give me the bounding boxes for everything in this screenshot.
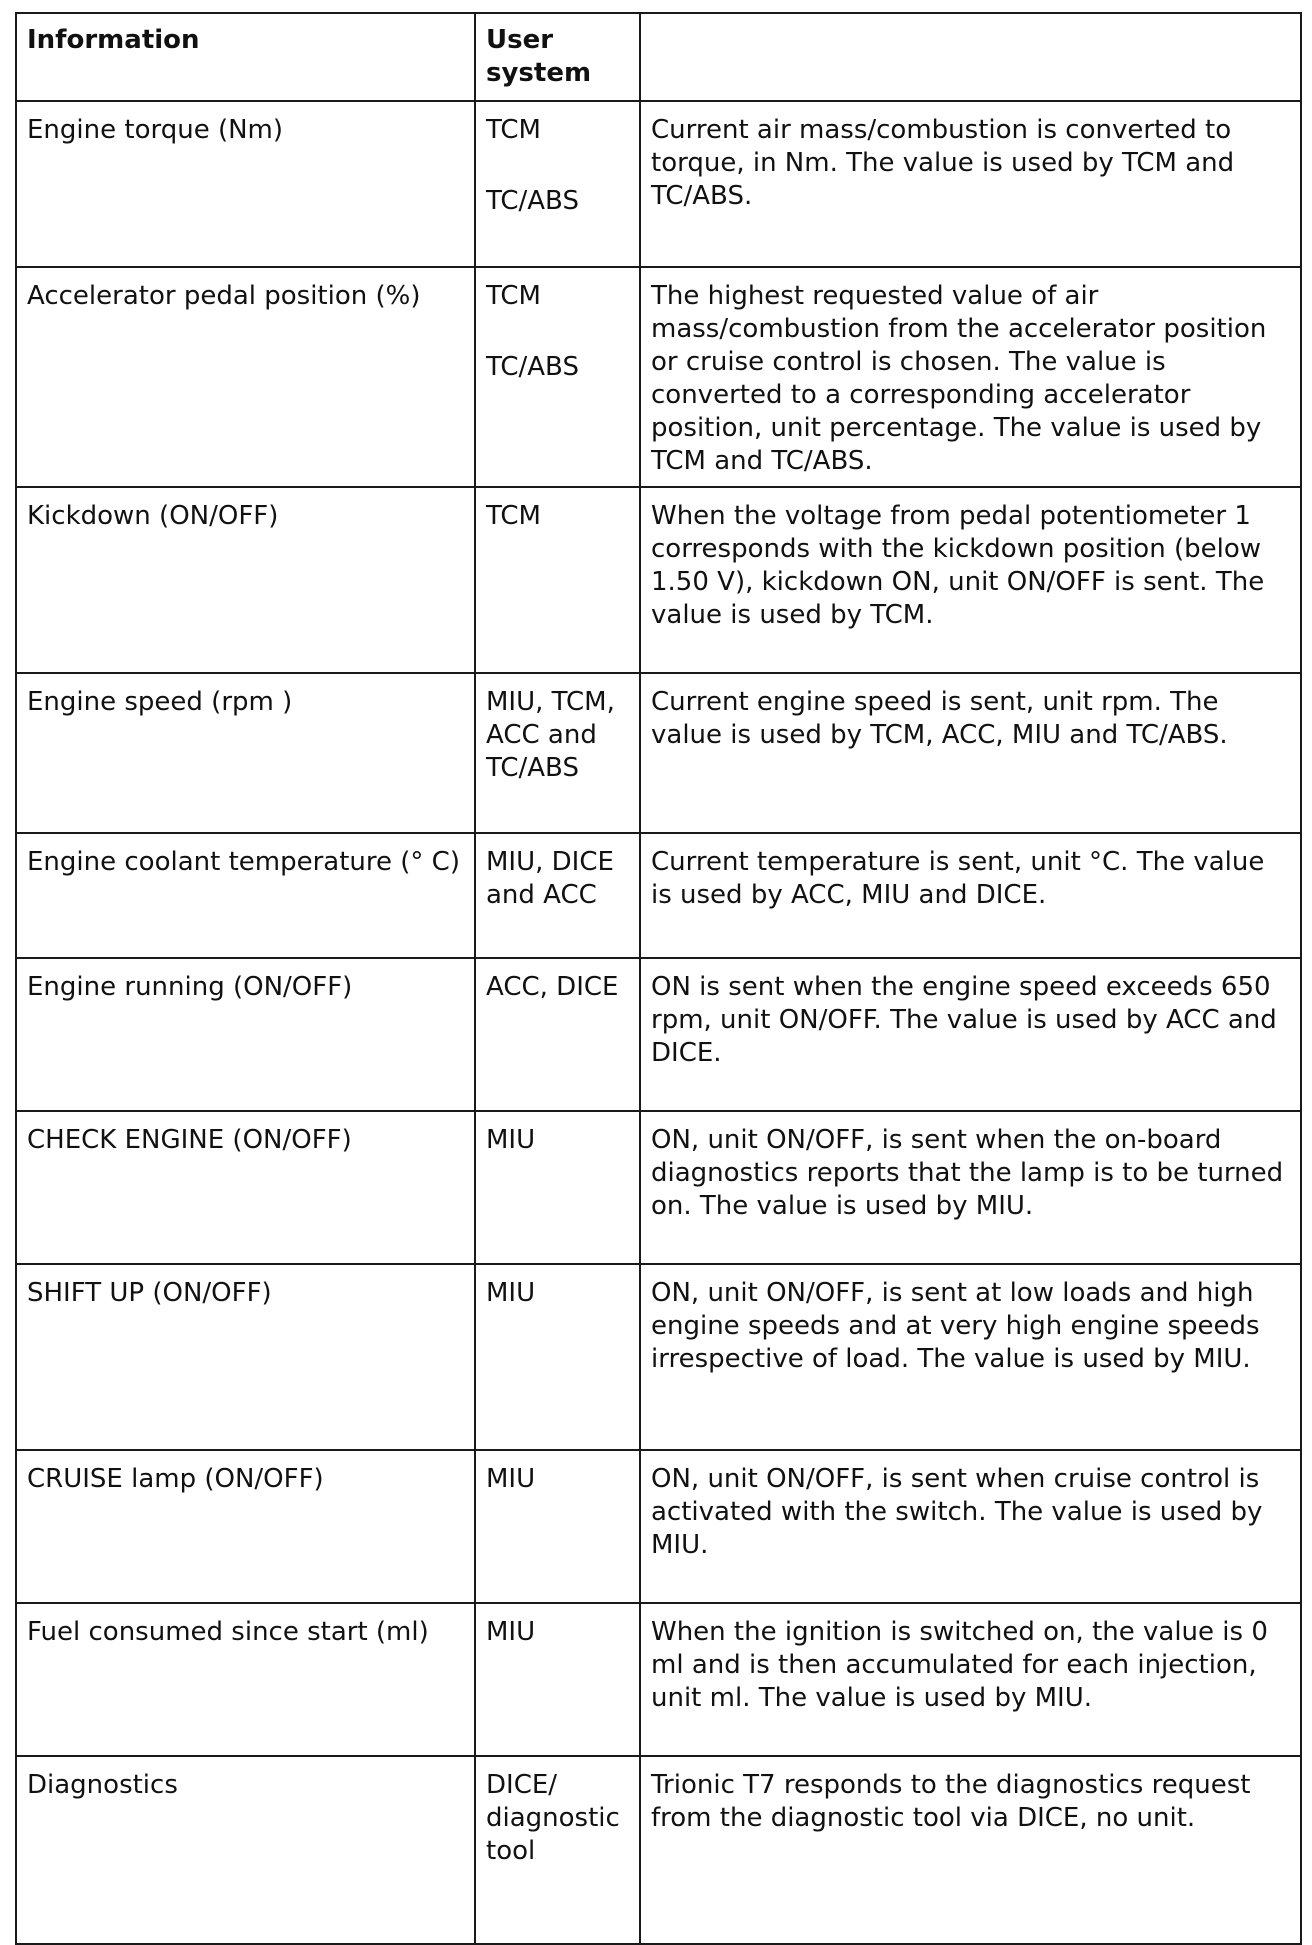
header-user-system: User system <box>475 13 640 101</box>
user-system-value: MIU <box>486 1278 536 1308</box>
user-system-cell <box>475 1756 640 1944</box>
description-cell: When the voltage from pedal potentiometer 1 corresponds with the kickdown position (below 1.50 V), kickdown ON, unit ON/OFF is sent. The value is used by TCM. <box>640 487 1301 673</box>
table-body <box>16 101 1301 1944</box>
information-table <box>15 12 1302 1945</box>
description-cell: Trionic T7 responds to the diagnostics request from the diagnostic tool via DICE, no unit. <box>640 1756 1301 1944</box>
user-system-value: MIU <box>486 1125 536 1155</box>
table-row <box>16 833 1301 958</box>
user-system-value: ACC, DICE <box>486 972 619 1002</box>
description-cell: Current engine speed is sent, unit rpm. The value is used by TCM, ACC, MIU and TC/ABS. <box>640 673 1301 833</box>
user-system-value: TC/ABS <box>486 352 579 382</box>
table-row <box>16 958 1301 1111</box>
information-cell: Engine torque (Nm) <box>16 101 475 267</box>
user-system-cell <box>475 101 640 267</box>
information-cell: SHIFT UP (ON/OFF) <box>16 1264 475 1450</box>
information-cell: Engine speed (rpm ) <box>16 673 475 833</box>
description-cell: ON is sent when the engine speed exceeds 650 rpm, unit ON/OFF. The value is used by ACC and DICE. <box>640 958 1301 1111</box>
user-system-value: TCM <box>486 115 541 145</box>
user-system-cell <box>475 1450 640 1603</box>
table-row <box>16 1603 1301 1756</box>
document-sheet <box>15 12 1300 1945</box>
information-cell: Engine coolant temperature (° C) <box>16 833 475 958</box>
description-cell: When the ignition is switched on, the value is 0 ml and is then accumulated for each injection, unit ml. The value is used by MIU. <box>640 1603 1301 1756</box>
information-cell: Fuel consumed since start (ml) <box>16 1603 475 1756</box>
information-cell: CRUISE lamp (ON/OFF) <box>16 1450 475 1603</box>
description-cell: Current temperature is sent, unit °C. The value is used by ACC, MIU and DICE. <box>640 833 1301 958</box>
user-system-cell <box>475 1603 640 1756</box>
user-system-value: TCM <box>486 281 541 311</box>
user-system-cell <box>475 673 640 833</box>
information-cell: Engine running (ON/OFF) <box>16 958 475 1111</box>
table-row <box>16 1450 1301 1603</box>
header-description <box>640 13 1301 101</box>
information-cell: Kickdown (ON/OFF) <box>16 487 475 673</box>
user-system-cell <box>475 487 640 673</box>
header-information: Information <box>16 13 475 101</box>
user-system-cell <box>475 267 640 487</box>
user-system-value: TC/ABS <box>486 186 579 216</box>
user-system-value: MIU, TCM, ACC and TC/ABS <box>486 687 615 783</box>
user-system-cell <box>475 1264 640 1450</box>
user-system-cell <box>475 1111 640 1264</box>
description-cell: ON, unit ON/OFF, is sent when the on-board diagnostics reports that the lamp is to be turned on. The value is used by MIU. <box>640 1111 1301 1264</box>
description-cell: ON, unit ON/OFF, is sent at low loads and high engine speeds and at very high engine speeds irrespective of load. The value is used by MIU. <box>640 1264 1301 1450</box>
description-cell: The highest requested value of air mass/combustion from the accelerator position or cruise control is chosen. The value is converted to a corresponding accelerator position, unit percentage. The value is used by TCM and TC/ABS. <box>640 267 1301 487</box>
table-row <box>16 673 1301 833</box>
user-system-value: MIU <box>486 1464 536 1494</box>
header-row <box>16 13 1301 101</box>
description-cell: ON, unit ON/OFF, is sent when cruise control is activated with the switch. The value is used by MIU. <box>640 1450 1301 1603</box>
table-row <box>16 101 1301 267</box>
user-system-value: MIU, DICE and ACC <box>486 847 614 910</box>
information-cell: Diagnostics <box>16 1756 475 1944</box>
user-system-value: DICE/ diagnostic tool <box>486 1770 620 1866</box>
user-system-cell <box>475 958 640 1111</box>
user-system-value: TCM <box>486 501 541 531</box>
information-cell: CHECK ENGINE (ON/OFF) <box>16 1111 475 1264</box>
table-row <box>16 267 1301 487</box>
user-system-cell <box>475 833 640 958</box>
table-row <box>16 487 1301 673</box>
description-cell: Current air mass/combustion is converted to torque, in Nm. The value is used by TCM and TC/ABS. <box>640 101 1301 267</box>
user-system-value: MIU <box>486 1617 536 1647</box>
table-row <box>16 1111 1301 1264</box>
information-cell: Accelerator pedal position (%) <box>16 267 475 487</box>
table-row <box>16 1756 1301 1944</box>
table-row <box>16 1264 1301 1450</box>
